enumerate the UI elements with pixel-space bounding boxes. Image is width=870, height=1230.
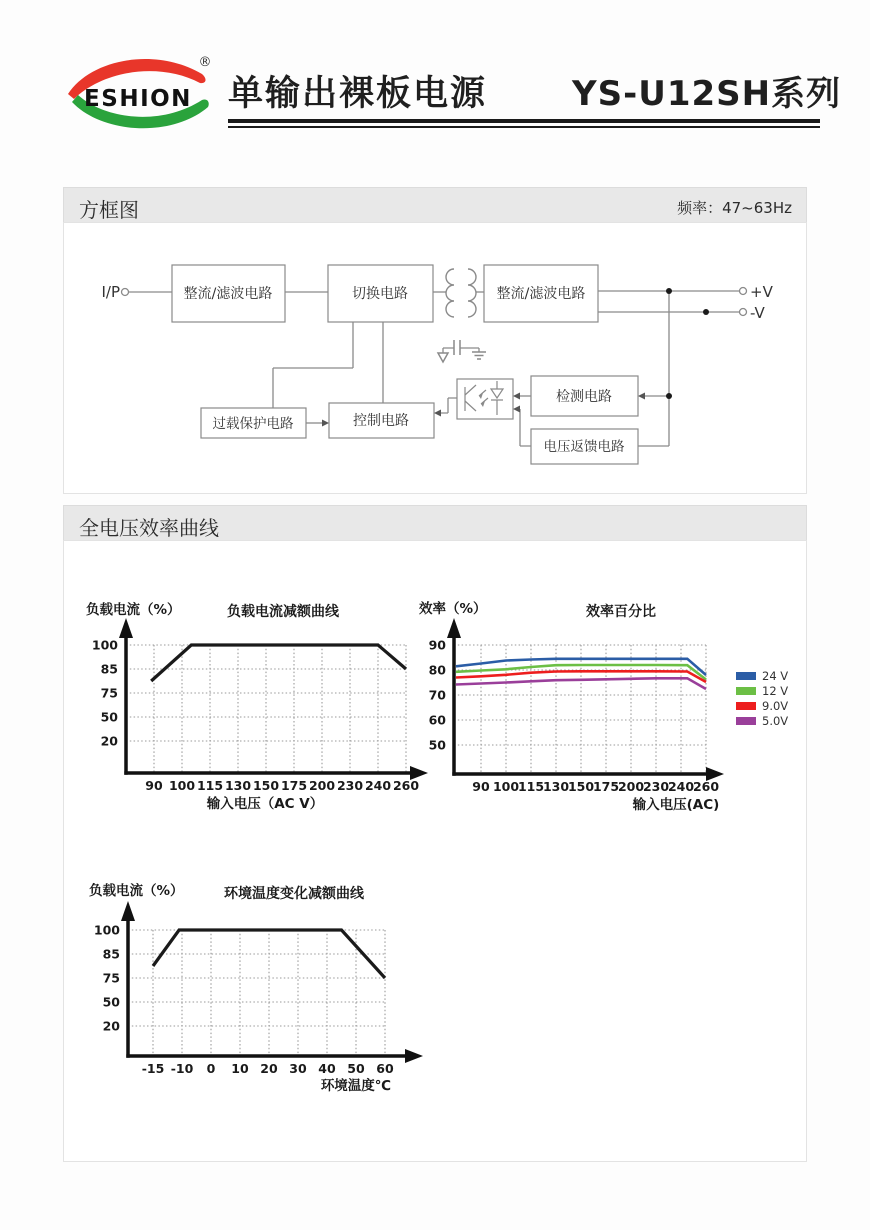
svg-text:200: 200: [617, 779, 645, 794]
svg-text:10: 10: [231, 1061, 249, 1076]
svg-text:150: 150: [567, 779, 595, 794]
svg-text:90: 90: [472, 779, 490, 794]
series-title: YS-U12SH系列: [572, 74, 842, 114]
svg-text:-10: -10: [170, 1061, 194, 1076]
svg-text:100: 100: [492, 779, 520, 794]
svg-text:260: 260: [692, 779, 720, 794]
svg-text:40: 40: [318, 1061, 336, 1076]
svg-text:20: 20: [102, 1018, 120, 1034]
block-switch-label: 切换电路: [352, 286, 408, 302]
svg-text:24 V: 24 V: [762, 669, 789, 683]
page-title: 单输出裸板电源: [228, 74, 488, 114]
chart-load-derating-voltage: [83, 596, 435, 816]
curves-panel: [63, 540, 807, 1162]
pos-terminal: [740, 288, 747, 295]
block-overload-label: 过载保护电路: [212, 416, 294, 432]
series: [151, 645, 406, 681]
y-axis-label: 负载电流（%）: [89, 883, 184, 899]
svg-text:240: 240: [364, 778, 392, 793]
axes: [121, 901, 423, 1063]
chart-efficiency: [414, 596, 806, 816]
section-curves-header: [63, 505, 807, 541]
chart-title: 环境温度变化减额曲线: [224, 886, 364, 902]
x-axis-label: 环境温度℃: [320, 1078, 392, 1094]
svg-text:90: 90: [428, 637, 446, 653]
svg-text:50: 50: [428, 737, 446, 753]
eshion-logo: [62, 50, 214, 138]
registered-mark: ®: [198, 55, 212, 70]
svg-text:100: 100: [168, 778, 196, 793]
neg-terminal: [740, 309, 747, 316]
y-axis-label: 负载电流（%）: [86, 602, 181, 618]
svg-text:175: 175: [280, 778, 308, 793]
block-rectifier1-label: 整流/滤波电路: [183, 286, 273, 302]
tick-labels: [92, 638, 419, 794]
block-control-label: 控制电路: [353, 413, 409, 429]
svg-text:115: 115: [196, 778, 224, 793]
svg-text:12 V: 12 V: [762, 684, 789, 698]
block-diagram: [64, 223, 806, 493]
legend: [736, 669, 788, 728]
neg-output-label: -V: [750, 304, 765, 322]
input-label: I/P: [101, 283, 120, 301]
svg-text:90: 90: [145, 778, 163, 793]
pos-output-label: +V: [750, 283, 773, 301]
block-diagram-panel: [63, 222, 807, 494]
svg-text:60: 60: [428, 712, 446, 728]
svg-text:9.0V: 9.0V: [762, 699, 789, 713]
block-feedback-label: 电压返馈电路: [543, 439, 625, 455]
svg-text:200: 200: [308, 778, 336, 793]
frequency-label: 频率：47~63Hz: [677, 199, 792, 217]
title-underline-2: [228, 126, 820, 128]
svg-text:60: 60: [376, 1061, 394, 1076]
svg-text:150: 150: [252, 778, 280, 793]
x-axis-label: 输入电压（AC V）: [206, 796, 324, 812]
axes: [447, 618, 724, 781]
junction-dots: [666, 288, 709, 399]
svg-text:0: 0: [206, 1061, 216, 1076]
y-axis-label: 效率（%）: [419, 601, 487, 617]
svg-text:80: 80: [428, 662, 446, 678]
svg-text:20: 20: [260, 1061, 278, 1076]
svg-text:260: 260: [392, 778, 420, 793]
svg-text:230: 230: [336, 778, 364, 793]
series-负载电流: [151, 645, 406, 681]
svg-text:100: 100: [93, 922, 120, 938]
x-axis-label: 输入电压(AC): [632, 797, 720, 813]
svg-text:5.0V: 5.0V: [762, 714, 789, 728]
svg-text:85: 85: [100, 661, 118, 677]
section-block-diagram-header: [63, 187, 807, 223]
svg-text:100: 100: [91, 637, 118, 653]
tick-labels: [94, 923, 394, 1077]
svg-text:75: 75: [100, 685, 118, 701]
svg-text:175: 175: [592, 779, 620, 794]
svg-text:230: 230: [642, 779, 670, 794]
chart-load-derating-temperature: [86, 879, 442, 1099]
chart-title: 效率百分比: [586, 604, 656, 620]
section2-title: 全电压效率曲线: [79, 516, 219, 540]
svg-text:20: 20: [100, 733, 118, 749]
svg-text:240: 240: [667, 779, 695, 794]
svg-text:75: 75: [102, 970, 120, 986]
title-underline: [228, 119, 820, 123]
block-detect-label: 检测电路: [556, 389, 612, 405]
svg-text:50: 50: [102, 994, 120, 1010]
svg-text:130: 130: [542, 779, 570, 794]
section1-title: 方框图: [79, 198, 139, 222]
svg-text:50: 50: [100, 709, 118, 725]
svg-text:85: 85: [102, 946, 120, 962]
svg-text:70: 70: [428, 687, 446, 703]
block-rectifier2-label: 整流/滤波电路: [496, 286, 586, 302]
svg-text:-15: -15: [141, 1061, 165, 1076]
transformer-icon: [446, 269, 476, 317]
svg-text:130: 130: [224, 778, 252, 793]
tick-labels: [429, 638, 720, 795]
svg-text:50: 50: [347, 1061, 365, 1076]
chart-title: 负载电流减额曲线: [227, 604, 339, 620]
input-terminal: [122, 289, 129, 296]
svg-text:30: 30: [289, 1061, 307, 1076]
svg-text:115: 115: [517, 779, 545, 794]
axes: [119, 618, 428, 780]
logo-text: ESHION: [84, 86, 192, 112]
